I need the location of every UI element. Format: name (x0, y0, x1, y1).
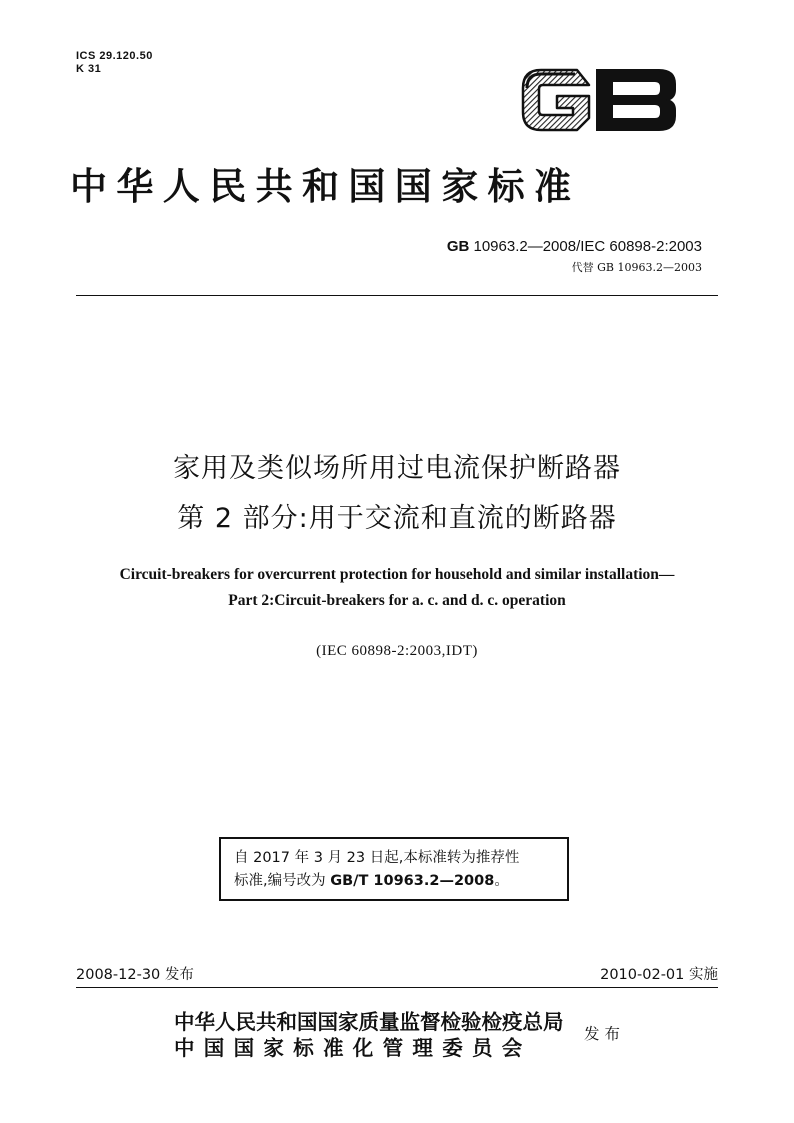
ccs-code: K 31 (76, 63, 102, 75)
classification-codes (76, 50, 153, 76)
standard-prefix: GB (446, 238, 470, 255)
document-title-cn-line2: 第 2 部分:用于交流和直流的断路器 (177, 503, 617, 534)
publish-label: 发布 (584, 1025, 626, 1043)
notice-line2-prefix: 标准,编号改为 (234, 873, 331, 889)
ics-code: ICS 29.120.50 (76, 50, 153, 62)
new-standard-number: GB/T 10963.2—2008 (330, 873, 495, 889)
standard-number-rest: 10963.2—2008/IEC 60898-2:2003 (469, 238, 702, 255)
header-divider (76, 295, 718, 296)
document-title-en-line1: Circuit-breakers for overcurrent protection for household and similar installation— (119, 566, 675, 583)
issuing-authorities (174, 1009, 564, 1061)
document-title-en-line2: Part 2:Circuit-breakers for a. c. and d. c. operation (228, 592, 566, 609)
issuer-aqsiq: 中华人民共和国国家质量监督检验检疫总局 (174, 1010, 564, 1034)
national-standard-title: 中华人民共和国国家标准 (70, 164, 581, 208)
document-title-cn-line1: 家用及类似场所用过电流保护断路器 (173, 453, 621, 484)
iec-equivalence: (IEC 60898-2:2003,IDT) (316, 643, 478, 659)
notice-line2-suffix: 。 (494, 873, 509, 889)
notice-line1: 自 2017 年 3 月 23 日起,本标准转为推荐性 (234, 850, 520, 866)
standard-number (447, 238, 702, 255)
notice-line2 (234, 870, 567, 893)
status-notice-box (219, 837, 569, 901)
gb-logo (519, 62, 679, 138)
issuer-sac: 中国国家标准化管理委员会 (174, 1036, 532, 1060)
footer-divider (76, 987, 718, 988)
issue-date: 2008-12-30 发布 (76, 967, 194, 983)
replaces-standard: 代替 GB 10963.2—2003 (571, 261, 702, 274)
implementation-date: 2010-02-01 实施 (600, 967, 718, 983)
